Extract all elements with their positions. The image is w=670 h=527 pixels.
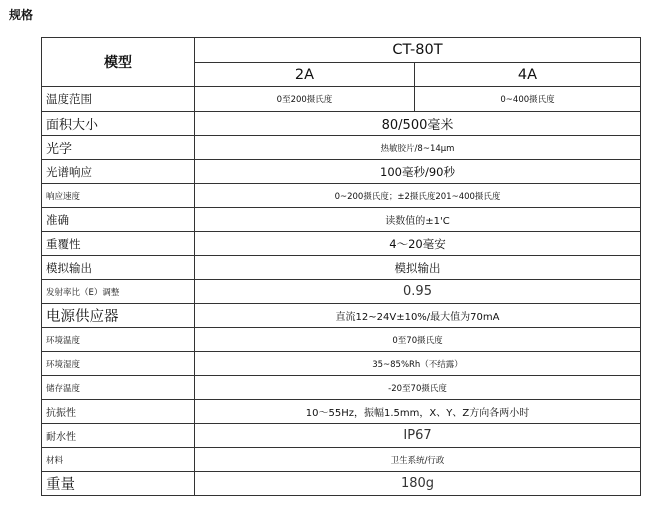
row-label-ambient-temperature: 环境温度 (42, 328, 195, 352)
table-row (42, 304, 641, 328)
row-value-weight: 180g (195, 472, 641, 496)
row-label-material: 材料 (42, 448, 195, 472)
row-label-spectral-response: 光谱响应 (42, 160, 195, 184)
model-variant-2a: 2A (195, 63, 415, 87)
row-label-optics: 光学 (42, 136, 195, 160)
row-value-emissivity: 0.95 (195, 280, 641, 304)
table-row (42, 376, 641, 400)
row-value-optics: 热敏胶片/8~14μm (195, 136, 641, 160)
row-label-repeatability: 重覆性 (42, 232, 195, 256)
row-value-area-size: 80/500毫米 (195, 112, 641, 136)
row-value-analog-output: 模拟输出 (195, 256, 641, 280)
model-name: CT-80T (195, 38, 641, 63)
row-value-accuracy: 读数值的±1'C (195, 208, 641, 232)
row-label-weight: 重量 (42, 472, 195, 496)
row-value-vibration-resistance: 10〜55Hz，振幅1.5mm，X、Y、Z方向各两小时 (195, 400, 641, 424)
row-value-power-supply: 直流12~24V±10%/最大值为70mA (195, 304, 641, 328)
row-value-material: 卫生系统/行政 (195, 448, 641, 472)
table-row (42, 112, 641, 136)
row-value-repeatability: 4〜20毫安 (195, 232, 641, 256)
table-row-model-name (42, 38, 641, 63)
table-row (42, 448, 641, 472)
row-label-power-supply: 电源供应器 (42, 304, 195, 328)
row-label-temperature-range: 温度范围 (42, 87, 195, 112)
table-row (42, 400, 641, 424)
row-label-accuracy: 准确 (42, 208, 195, 232)
table-row (42, 232, 641, 256)
table-row (42, 184, 641, 208)
row-label-vibration-resistance: 抗振性 (42, 400, 195, 424)
model-label: 模型 (42, 38, 195, 87)
row-value-temperature-range-4a: 0~400摄氏度 (415, 87, 641, 112)
row-label-storage-temperature: 储存温度 (42, 376, 195, 400)
row-value-temperature-range-2a: 0至200摄氏度 (195, 87, 415, 112)
spec-table (41, 37, 641, 496)
table-row (42, 424, 641, 448)
row-value-water-resistance: IP67 (195, 424, 641, 448)
table-row (42, 208, 641, 232)
table-row (42, 160, 641, 184)
table-row (42, 136, 641, 160)
table-row (42, 472, 641, 496)
row-label-ambient-humidity: 环境湿度 (42, 352, 195, 376)
table-row (42, 280, 641, 304)
row-label-area-size: 面积大小 (42, 112, 195, 136)
row-label-response-speed: 响应速度 (42, 184, 195, 208)
row-label-analog-output: 模拟输出 (42, 256, 195, 280)
table-row (42, 256, 641, 280)
table-row (42, 352, 641, 376)
row-value-storage-temperature: -20至70摄氏度 (195, 376, 641, 400)
table-row (42, 328, 641, 352)
row-value-ambient-humidity: 35~85%Rh（不结露） (195, 352, 641, 376)
row-label-water-resistance: 耐水性 (42, 424, 195, 448)
spec-heading: 规格 (9, 8, 34, 22)
row-value-spectral-response: 100毫秒/90秒 (195, 160, 641, 184)
model-variant-4a: 4A (415, 63, 641, 87)
table-row-temperature-range (42, 87, 641, 112)
row-label-emissivity: 发射率比（E）调整 (42, 280, 195, 304)
row-value-ambient-temperature: 0至70摄氏度 (195, 328, 641, 352)
row-value-response-speed: 0~200摄氏度；±2摄氏度201~400摄氏度 (195, 184, 641, 208)
